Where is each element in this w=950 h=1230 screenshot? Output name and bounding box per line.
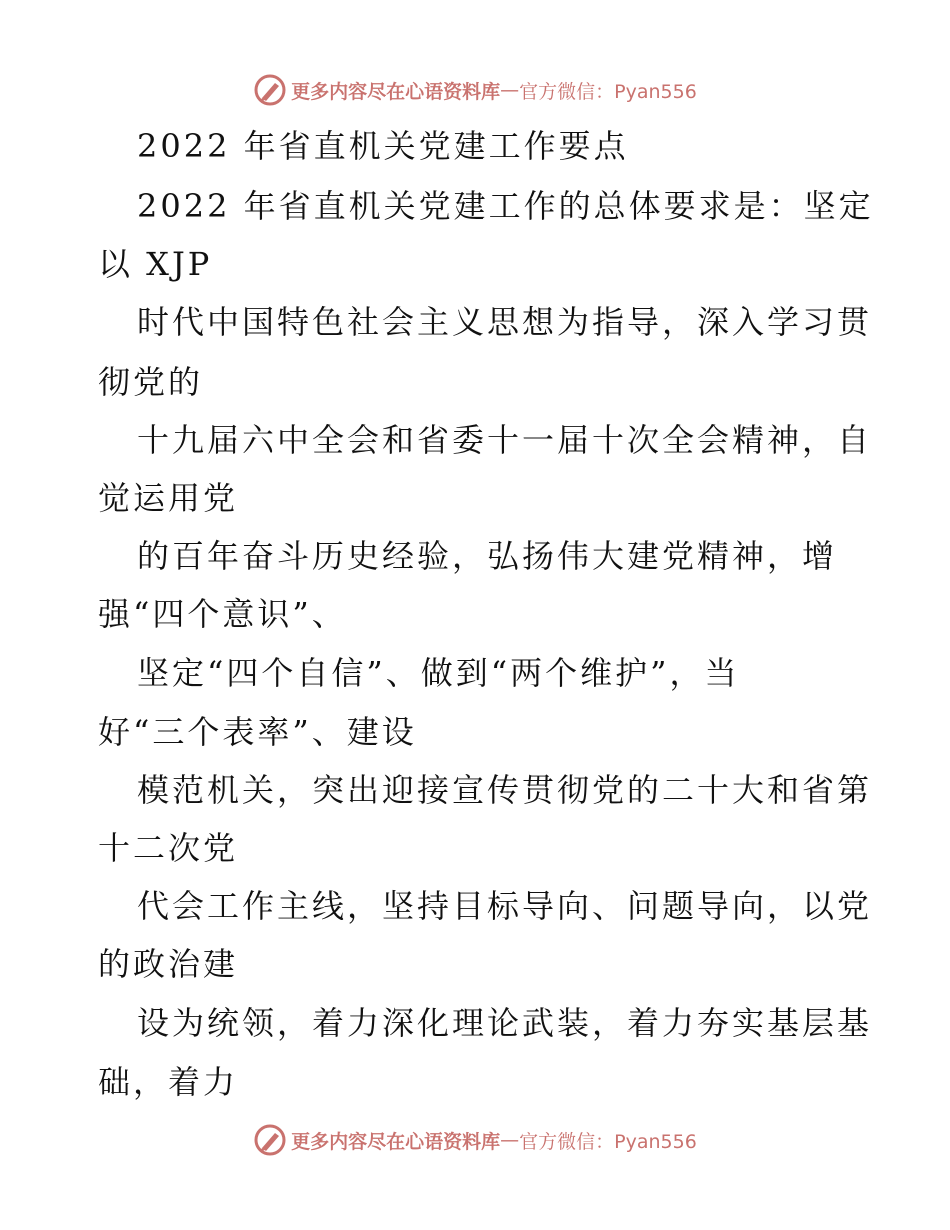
- paragraph-line: 以 XJP: [98, 245, 213, 283]
- paragraph-line: 十九届六中全会和省委十一届十次全会精神，自: [137, 421, 873, 459]
- header-watermark: [0, 70, 950, 110]
- watermark-text: 更多内容尽在心语资料库: [291, 1130, 501, 1153]
- paragraph-line: 2022 年省直机关党建工作的总体要求是：坚定: [137, 187, 874, 225]
- paragraph-line: 觉运用党: [98, 479, 239, 517]
- pen-logo-icon: [253, 1123, 287, 1157]
- paragraph-line: 强“四个意识”、: [98, 595, 347, 633]
- paragraph-line: 础，着力: [98, 1063, 239, 1101]
- paragraph-line: 时代中国特色社会主义思想为指导，深入学习贯: [137, 303, 873, 341]
- pen-logo-icon: [253, 73, 287, 107]
- paragraph-line: 的百年奋斗历史经验，弘扬伟大建党精神，增: [137, 537, 838, 575]
- paragraph-line: 十二次党: [98, 829, 239, 867]
- paragraph-line: 好“三个表率”、建设: [98, 713, 417, 751]
- watermark-separator: —: [500, 79, 520, 101]
- paragraph-line: 的政治建: [98, 945, 239, 983]
- paragraph-line: 模范机关，突出迎接宣传贯彻党的二十大和省第: [137, 771, 873, 809]
- watermark-contact: 官方微信：Pyan556: [519, 1130, 697, 1153]
- paragraph-line: 代会工作主线，坚持目标导向、问题导向，以党: [137, 887, 873, 925]
- paragraph-line: 坚定“四个自信”、做到“两个维护”，当: [137, 654, 740, 692]
- paragraph-line: 彻党的: [98, 363, 204, 401]
- document-title: 2022 年省直机关党建工作要点: [137, 127, 629, 165]
- watermark-contact: 官方微信：Pyan556: [519, 80, 697, 103]
- paragraph-line: 设为统领，着力深化理论武装，着力夯实基层基: [137, 1004, 873, 1042]
- footer-watermark: [0, 1120, 950, 1160]
- watermark-text: 更多内容尽在心语资料库: [291, 80, 501, 103]
- watermark-separator: —: [500, 1129, 520, 1151]
